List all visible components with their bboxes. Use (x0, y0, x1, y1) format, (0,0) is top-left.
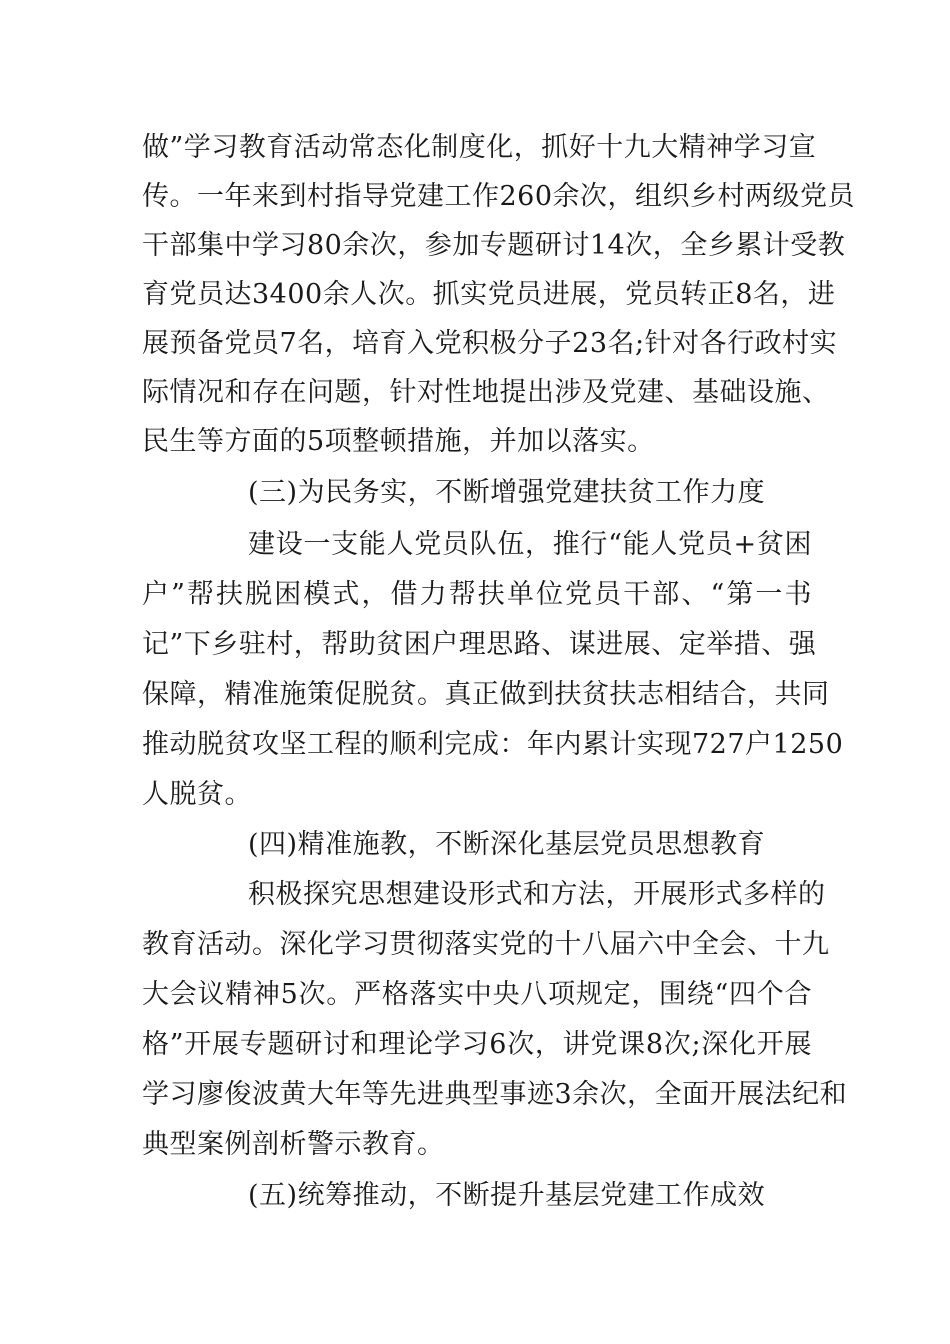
body-text-line: 干部集中学习80余次，参加专题研讨14次，全乡累计受教 (142, 230, 846, 261)
section-heading-5: (五)统筹推动，不断提升基层党建工作成效 (248, 1180, 766, 1211)
body-text-line: 教育活动。深化学习贯彻落实党的十八届六中全会、十九 (142, 929, 830, 960)
body-text-line: 际情况和存在问题，针对性地提出涉及党建、基础设施、 (142, 377, 830, 408)
body-text-line: 民生等方面的5项整顿措施，并加以落实。 (142, 426, 655, 457)
section-heading-3: (三)为民务实，不断增强党建扶贫工作力度 (248, 477, 766, 508)
body-text-line: 记”下乡驻村，帮助贫困户理思路、谋进展、定举措、强 (142, 629, 817, 660)
paragraph-first-line: 建设一支能人党员队伍，推行“能人党员+贫困 (248, 529, 812, 560)
paragraph-first-line: 积极探究思想建设形式和方法，开展形式多样的 (248, 879, 826, 910)
section-heading-4: (四)精准施教，不断深化基层党员思想教育 (248, 829, 766, 860)
body-text-line: 育党员达3400余人次。抓实党员进展，党员转正8名，进 (142, 279, 836, 310)
body-text-line: 人脱贫。 (142, 779, 252, 810)
body-text-line: 推动脱贫攻坚工程的顺利完成：年内累计实现727户1250 (142, 729, 844, 760)
body-text-line: 户”帮扶脱困模式，借力帮扶单位党员干部、“第一书 (142, 579, 812, 610)
body-text-line: 展预备党员7名，培育入党积极分子23名;针对各行政村实 (142, 328, 838, 359)
body-text-line: 大会议精神5次。严格落实中央八项规定，围绕“四个合 (142, 979, 812, 1010)
body-text-line: 传。一年来到村指导党建工作260余次，组织乡村两级党员 (142, 181, 856, 212)
body-text-line: 学习廖俊波黄大年等先进典型事迹3余次，全面开展法纪和 (142, 1079, 848, 1110)
body-text-line: 做”学习教育活动常态化制度化，抓好十九大精神学习宣 (142, 132, 817, 163)
body-text-line: 格”开展专题研讨和理论学习6次，讲党课8次;深化开展 (142, 1029, 812, 1060)
body-text-line: 保障，精准施策促脱贫。真正做到扶贫扶志相结合，共同 (142, 679, 830, 710)
body-text-line: 典型案例剖析警示教育。 (142, 1129, 445, 1160)
